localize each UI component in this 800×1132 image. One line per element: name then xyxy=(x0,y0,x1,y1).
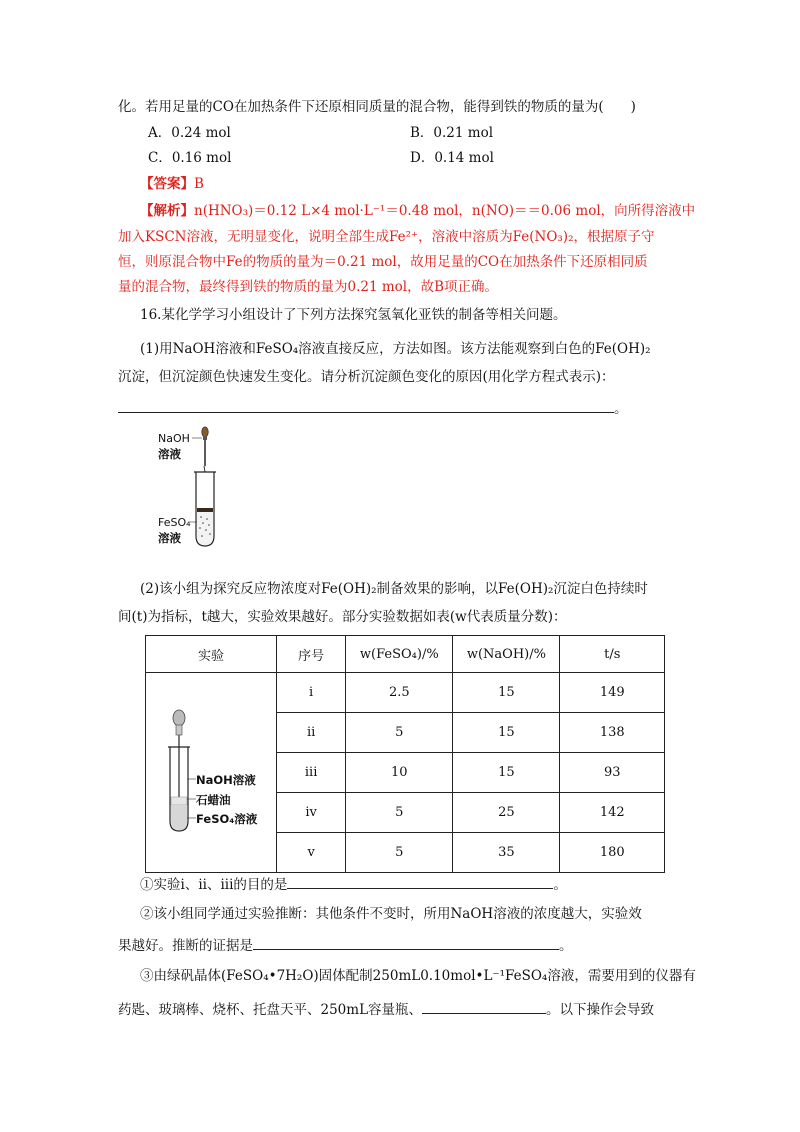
q16-sub-a-text: ①实验i、ii、iii的目的是 xyxy=(140,877,288,893)
fig2-label-naoh: NaOH溶液 xyxy=(196,773,256,787)
q16-part1-end: 。 xyxy=(614,401,628,417)
q16-sub-c-end: 。以下操作会导致 xyxy=(546,1002,655,1018)
option-a: A．0.24 mol xyxy=(148,125,231,141)
cell-index: iii xyxy=(277,753,346,793)
fig1-label-naoh: NaOH xyxy=(158,432,190,445)
fig1-label-feso4-solution: 溶液 xyxy=(158,531,181,545)
cell-index: ii xyxy=(277,713,346,753)
q16-sub-c-line2 xyxy=(118,999,654,1019)
cell-w-feso4: 2.5 xyxy=(346,673,453,713)
fig1-label-feso4: FeSO₄ xyxy=(158,516,191,529)
header-time: t/s xyxy=(560,636,665,673)
experiment-table xyxy=(145,635,665,873)
analysis-line-3: 恒，则原混合物中Fe的物质的量为＝0.21 mol，故用足量的CO在加热条件下还原相同质 xyxy=(118,254,648,270)
cell-w-feso4: 5 xyxy=(346,833,453,873)
cell-w-naoh: 15 xyxy=(453,673,560,713)
q16-part2-line2: 间(t)为指标，t越大，实验效果越好。部分实验数据如表(w代表质量分数)： xyxy=(118,609,567,625)
analysis-text-1: n(HNO₃)＝0.12 L×4 mol·L⁻¹＝0.48 mol，n(NO)＝＝0.06 mol，向所得溶液中 xyxy=(194,203,696,219)
cell-time: 93 xyxy=(560,753,665,793)
answer-line xyxy=(140,175,204,193)
q16-sub-b-text: 果越好。推断的证据是 xyxy=(118,938,253,954)
cell-w-feso4: 5 xyxy=(346,793,453,833)
option-b: B．0.21 mol xyxy=(410,125,494,141)
fig2-label-feso4: FeSO₄溶液 xyxy=(196,812,258,826)
header-index: 序号 xyxy=(277,636,346,673)
cell-w-naoh: 25 xyxy=(453,793,560,833)
header-w-naoh: w(NaOH)/% xyxy=(453,636,560,673)
q16-sub-c-line1: ③由绿矾晶体(FeSO₄•7H₂O)固体配制250mL0.10mol•L⁻¹FeSO₄溶液，需要用到的仪器有 xyxy=(140,968,696,984)
q15-continuation: 化。若用足量的CO在加热条件下还原相同质量的混合物，能得到铁的物质的量为( ) xyxy=(118,99,636,115)
answer-label: 【答案】 xyxy=(140,176,194,192)
cell-index: iv xyxy=(277,793,346,833)
apparatus-cell xyxy=(146,673,277,873)
cell-index: i xyxy=(277,673,346,713)
analysis-line-1 xyxy=(140,202,695,220)
cell-time: 149 xyxy=(560,673,665,713)
cell-index: v xyxy=(277,833,346,873)
q16-sub-b-line1: ②该小组同学通过实验推断：其他条件不变时，所用NaOH溶液的浓度越大，实验效 xyxy=(140,906,642,922)
header-experiment: 实验 xyxy=(146,636,277,673)
dropper-tube-drawing xyxy=(158,424,238,554)
answer-blank-1[interactable] xyxy=(118,398,614,413)
table-header-row xyxy=(146,636,665,673)
option-c: C．0.16 mol xyxy=(148,150,232,166)
answer-value: B xyxy=(194,176,204,192)
fig2-label-paraffin: 石蜡油 xyxy=(196,793,231,807)
apparatus-figure xyxy=(146,675,276,870)
q16-sub-b-line2 xyxy=(118,935,573,955)
answer-blank-b[interactable] xyxy=(253,935,559,950)
analysis-label: 【解析】 xyxy=(140,203,194,219)
q16-sub-b-end: 。 xyxy=(559,938,573,954)
analysis-line-4: 量的混合物，最终得到铁的物质的量为0.21 mol，故B项正确。 xyxy=(118,279,499,295)
figure-dropper-test-tube xyxy=(158,424,238,554)
table-row xyxy=(146,673,665,713)
analysis-line-2: 加入KSCN溶液，无明显变化，说明全部生成Fe²⁺，溶液中溶质为Fe(NO₃)₂，根据原子守 xyxy=(118,229,655,245)
cell-w-naoh: 15 xyxy=(453,713,560,753)
cell-time: 180 xyxy=(560,833,665,873)
option-d: D．0.14 mol xyxy=(410,150,494,166)
answer-blank-c[interactable] xyxy=(422,999,546,1014)
q16-part2-line1: (2)该小组为探究反应物浓度对Fe(OH)₂制备效果的影响，以Fe(OH)₂沉淀白色持续时 xyxy=(140,581,648,597)
q16-sub-a xyxy=(140,874,567,894)
fig1-label-naoh-solution: 溶液 xyxy=(158,447,181,461)
cell-time: 142 xyxy=(560,793,665,833)
q16-title: 16.某化学学习小组设计了下列方法探究氢氧化亚铁的制备等相关问题。 xyxy=(140,307,567,323)
q16-sub-c-text: 药匙、玻璃棒、烧杯、托盘天平、250mL容量瓶、 xyxy=(118,1002,423,1018)
cell-w-feso4: 10 xyxy=(346,753,453,793)
answer-blank-a[interactable] xyxy=(287,874,553,889)
cell-w-feso4: 5 xyxy=(346,713,453,753)
q16-part1-line2: 沉淀，但沉淀颜色快速发生变化。请分析沉淀颜色变化的原因(用化学方程式表示)： xyxy=(118,369,615,385)
cell-time: 138 xyxy=(560,713,665,753)
cell-w-naoh: 15 xyxy=(453,753,560,793)
header-w-feso4: w(FeSO₄)/% xyxy=(346,636,453,673)
q16-sub-a-end: 。 xyxy=(553,877,567,893)
q16-part1-line1: (1)用NaOH溶液和FeSO₄溶液直接反应，方法如图。该方法能观察到白色的Fe(OH)₂ xyxy=(140,341,651,357)
q16-part1-answer-line xyxy=(118,398,628,418)
cell-w-naoh: 35 xyxy=(453,833,560,873)
